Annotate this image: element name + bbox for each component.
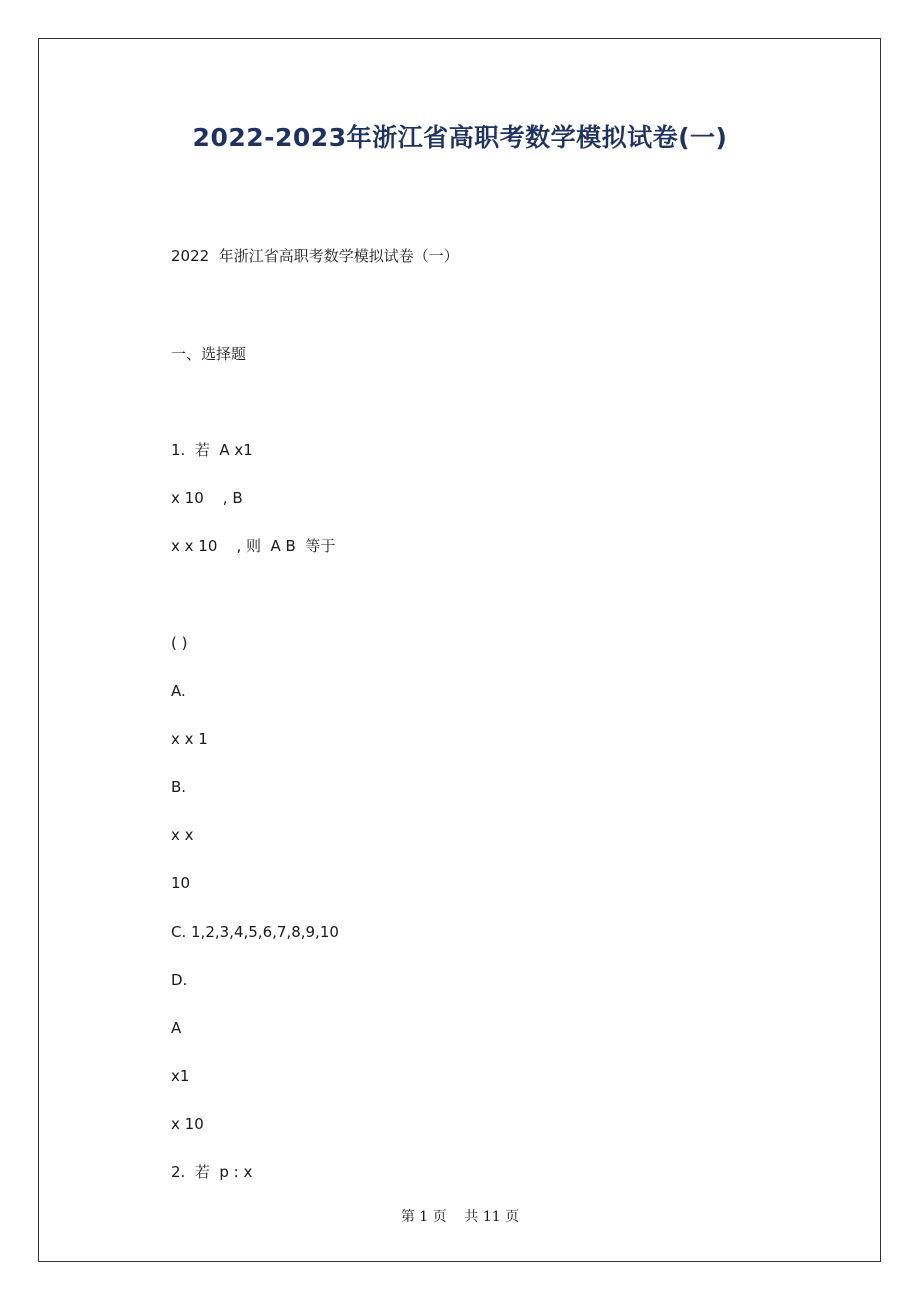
option-b-content-1: x x — [171, 826, 194, 844]
document-subtitle: 2022 年浙江省高职考数学模拟试卷（一） — [171, 247, 459, 265]
document-title: 2022-2023年浙江省高职考数学模拟试卷(一) — [192, 123, 728, 152]
question-1-line-1: 1. 若 A x1 — [171, 441, 253, 459]
section-heading: 一、选择题 — [171, 345, 247, 363]
question-1-line-3: x x 10 , 则 A B 等于 — [171, 537, 336, 555]
question-1-line-2: x 10 , B — [171, 489, 243, 507]
option-d-content-3: x 10 — [171, 1115, 204, 1133]
option-b-content-2: 10 — [171, 874, 191, 892]
question-2-line-1: 2. 若 p : x — [171, 1163, 253, 1181]
question-1-blank: ( ) — [171, 634, 188, 652]
option-a-content: x x 1 — [171, 730, 208, 748]
page-frame — [38, 38, 881, 1262]
option-c: C. 1,2,3,4,5,6,7,8,9,10 — [171, 923, 339, 941]
option-d-content-1: A — [171, 1019, 182, 1037]
option-a-label: A. — [171, 682, 186, 700]
option-d-label: D. — [171, 971, 188, 989]
option-d-content-2: x1 — [171, 1067, 190, 1085]
option-b-label: B. — [171, 778, 187, 796]
page-number-footer: 第 1 页 共 11 页 — [400, 1209, 520, 1225]
